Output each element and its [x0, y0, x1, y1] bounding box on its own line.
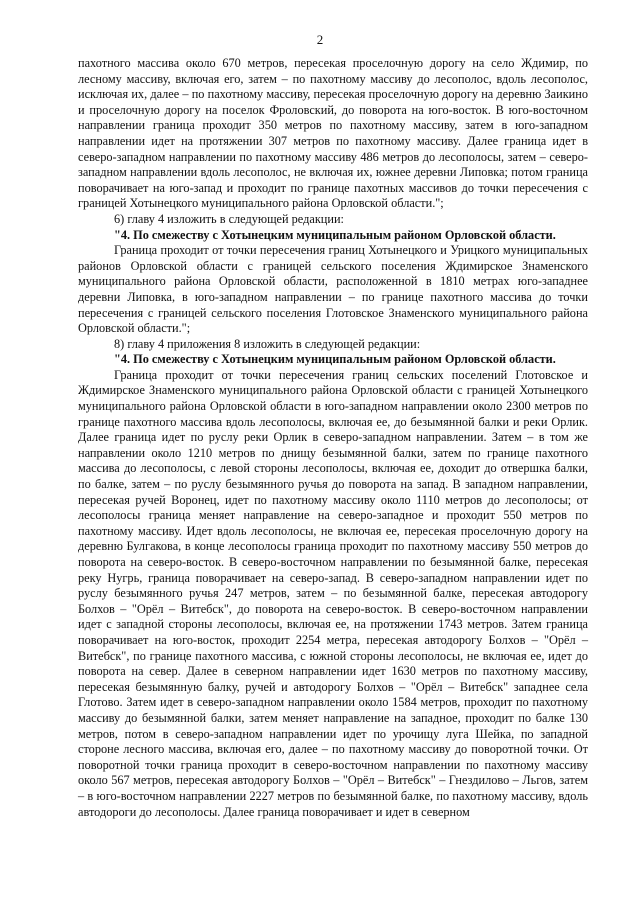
paragraph-boundary-description: Граница проходит от точки пересечения границ сельских поселений Глотовское и Ждимирское Знаменского муниципального района Орловской области с границей Хотынецкого муниципального района Орловской области в юго-западном направлении около 2300 метров по границе пахотного массива вдоль лесополосы, включая ее, до безымянной балки и реки Орлик. Далее граница идет по руслу реки Орлик в северо-западном направлении. Затем – в том же направлении около 1210 метров по днищу безымянной балки, затем по границе пахотного массива до лесополосы, с левой стороны лесополосы, включая ее, доходит до отвершка балки, по балке, затем – по руслу безымянного ручья до поворота на запад. В западном направлении, пересекая ручей Воронец, идет по пахотному массиву около 1110 метров до лесополосы; от лесополосы граница меняет направление на северо-западное и проходит 550 метров по пахотному массиву. Идет вдоль лесополосы, не включая ее, пересекая проселочную дорогу на деревню Булгакова, в конце лесополосы граница проходит по пахотному массиву 550 метров до поворота на северо-восток. В северо-восточном направлении по безымянной балке, пересекая реку Нугрь, граница поворачивает на северо-запад. В северо-западном направлении идет по руслу безымянного ручья 247 метров, затем – по безымянной балке, пересекая автодорогу Болхов – "Орёл – Витебск", до поворота на северо-восток. В северо-восточном направлении идет с западной стороны лесополосы, включая ее, на протяжении 1743 метров. Затем граница поворачивает на юго-восток, проходит 2254 метра, пересекая автодорогу Болхов – "Орёл – Витебск", по границе пахотного массива, с южной стороны лесополосы, не включая ее, идет до поворота на север. Далее в северном направлении идет 1630 метров по пахотному массиву, пересекая безымянную балку, ручей и автодорогу Болхов – "Орёл – Витебск" западнее села Глотово. Затем идет в северо-западном направлении около 1584 метров, проходит по пахотному массиву до безымянной балки, затем меняет направление на западное, проходит по балке 130 метров, потом в северо-западном направлении идет по урочищу луга Шейка, по западной стороне лесного массива, включая его, далее – по пахотному массиву до поворотной точки. От поворотной точки граница проходит в северо-восточном направлении по пахотному массиву около 567 метров, пересекая автодорогу Болхов – "Орёл – Витебск" – Гнездилово – Льгов, затем – в юго-восточном направлении 2227 метров по безымянной балке, по пахотному массиву, вдоль автодороги до лесополосы. Далее граница поворачивает и идет в северном: [78, 367, 588, 819]
paragraph-continuation: пахотного массива около 670 метров, пересекая проселочную дорогу на село Ждимир, по лесному массиву, включая его, затем – по пахотному массиву до лесополос, вдоль лесополос, исключая их, далее – по пахотному массиву, пересекая проселочную дорогу на деревню Заикино и проселочную дорогу на поселок Фроловский, до поворота на юго-восток. В юго-восточном направлении граница проходит 350 метров по пахотному массиву, затем в юго-западном направлении идет на протяжении 307 метров по пахотному массиву. Далее граница идет в северо-западном направлении по пахотному массиву 486 метров до лесополосы, затем – северо-западном направлении вдоль лесополос, не включая их, южнее деревни Липовка; потом граница поворачивает на юго-запад и проходит по границе пахотных массивов до точки пересечения с границей Хотынецкого муниципального района Орловской области.";: [78, 56, 588, 211]
section-heading: "4. По смежеству с Хотынецким муниципальным районом Орловской области.: [114, 227, 556, 242]
section-heading: "4. По смежеству с Хотынецким муниципальным районом Орловской области.: [114, 352, 556, 367]
paragraph-boundary-description: Граница проходит от точки пересечения границ Хотынецкого и Урицкого муниципальных районов Орловской области с границей сельского поселения Ждимирское Знаменского муниципального района Орловской области, расположенной в 1810 метрах юго-западнее деревни Липовка, в юго-западном направлении – по границе пахотного массива до точки пересечения с границей сельского поселения Глотовское Знаменского муниципального района Орловской области.";: [78, 243, 588, 336]
document-body: [78, 56, 588, 820]
paragraph-instruction-8: 8) главу 4 приложения 8 изложить в следующей редакции:: [114, 336, 421, 351]
page-number: 2: [316, 32, 324, 47]
paragraph-instruction-6: 6) главу 4 изложить в следующей редакции:: [114, 211, 344, 226]
